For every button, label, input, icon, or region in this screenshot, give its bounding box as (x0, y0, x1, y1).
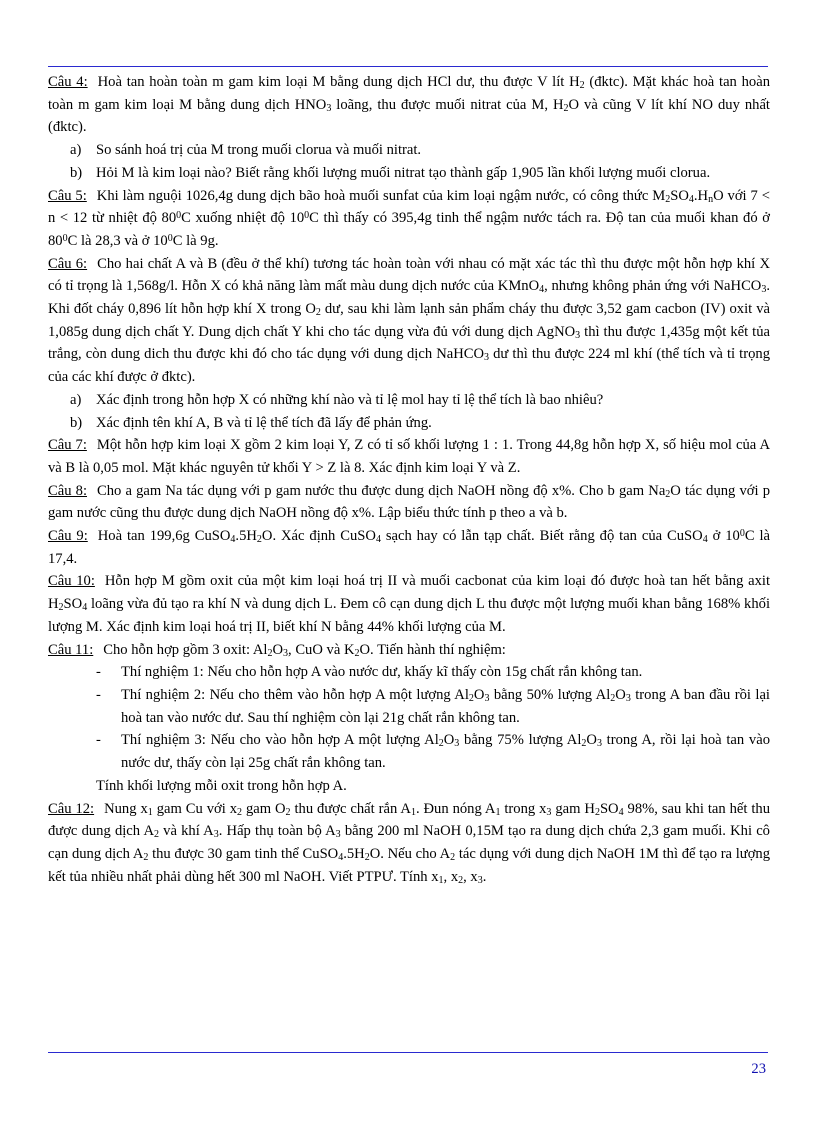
question-6-part-b: b) Xác định tên khí A, B và tỉ lệ thể tích đã lấy để phản ứng. (70, 414, 432, 431)
question-6: Câu 6: Cho hai chất A và B (đều ở thể khí) tương tác hoàn toàn với nhau có mặt xác tác thì thu được một hỗn hợp khí X có tỉ trọng là 1,568g/l. Hỗn X có khả năng làm mất màu dung dịch nước của KMnO$_4$, nhưng không phản ứng với NaHCO$_3$. Khi đốt cháy 0,896 lít hỗn hợp khí X trong $O_2$ dư, sau khi làm lạnh sản phẩm cháy thu được 3,52 gam cacbon (IV) oxit và 1,085g dung dịch chất Y. Dung dịch chất Y khi cho tác dụng vừa đủ với dung dịch AgNO$_3$ thì thu được 1,435g một kết tủa trắng, còn dung dich thu được khi đó cho tác dụng với dung dịch NaHCO$_3$ dư thì thu được 224 ml khí (thể tích và tỉ trọng của các khí được ở đktc). (48, 255, 771, 386)
question-11: Câu 11: Cho hỗn hợp gồm 3 oxit: $Al_2O_3$, CuO và $K_2O$. Tiến hành thí nghiệm: (48, 641, 506, 659)
question-label: Câu 4: (48, 74, 88, 90)
question-7: Câu 7: Một hỗn hợp kim loại X gồm 2 kim loại Y, Z có tỉ số khối lượng 1 : 1. Trong 44,8g hỗn hợp X, số hiệu mol của A và B là 0,05 mol. Mặt khác nguyên tử khối Y > Z là 8. Xác định kim loại Y và Z. (48, 437, 770, 476)
page-number: 23 (751, 1061, 766, 1077)
page-content (48, 71, 770, 888)
question-4-part-b: b) Hỏi M là kim loại nào? Biết rằng khối lượng muối nitrat tạo thành gấp 1,905 lần khối lượng muối clorua. (70, 164, 711, 181)
question-4: Câu 4: Hoà tan hoàn toàn m gam kim loại M bằng dung dịch HCl dư, thu được V lít $H_2$ (đktc). Mặt khác hoà tan hoàn toàn m gam kim loại M bằng dung dịch $HNO_3$ loãng, thu được muối nitrat của M, $H_2O$ và cũng V lít khí NO duy nhất (đktc). (48, 74, 770, 136)
question-label: Câu 12: (48, 800, 95, 817)
experiment-2: - Thí nghiệm 2: Nếu cho thêm vào hỗn hợp A một lượng $Al_2O_3$ bằng 50% lượng $Al_2O_3$ trong A ban đầu rồi lại hoà tan vào nước dư. Sau thí nghiệm còn lại 21g chất rắn không tan. (96, 686, 770, 726)
question-12: Câu 12: Nung $x_1$ gam Cu với $x_2$ gam $O_2$ thu được chất rắn $A_1$. Đun nóng $A_1$ trong $x_3$ gam $H_2SO_4$ 98%, sau khi tan hết thu được dung dịch $A_2$ và khí $A_3$. Hấp thụ toàn bộ $A_3$ bằng 200 ml NaOH 0,15M tạo ra dung dịch chứa 2,3 gam muối. Khi cô cạn dung dịch $A_2$ thu được 30 gam tinh thể $CuSO_4.5H_2O$. Nếu cho $A_2$ tác dụng với dung dịch NaOH 1M thì để tạo ra lượng kết tủa nhiều nhất phải dùng hết 300 ml NaOH. Viết PTPƯ. Tính $x_1$, $x_2$, $x_3$. (48, 800, 770, 886)
question-label: Câu 6: (48, 255, 88, 272)
question-label: Câu 8: (48, 482, 88, 499)
question-label: Câu 11: (48, 641, 94, 658)
question-label: Câu 7: (48, 437, 87, 454)
question-9: Câu 9: Hoà tan 199,6g $CuSO_4.5H_2O$. Xác định CuSO$_4$ sạch hay có lẫn tạp chất. Biết rằng độ tan của CuSO$_4$ ở $10^0C$ là 17,4. (48, 528, 770, 567)
question-5: Câu 5: Khi làm nguội 1026,4g dung dịch bão hoà muối sunfat của kim loại ngậm nước, có công thức $M_2SO_4.H_nO$ với 7 < n < 12 từ nhiệt độ $80^0C$ xuống nhiệt độ $10^0C$ thì thấy có 395,4g tinh thể ngậm nước tách ra. Độ tan của muối khan đó ở $80^0C$ là 28,3 và ở $10^0C$ là 9g. (48, 187, 770, 249)
question-11-final: Tính khối lượng mỗi oxit trong hỗn hợp A. (96, 777, 347, 794)
question-label: Câu 10: (48, 573, 95, 590)
header-rule (48, 66, 768, 67)
question-label: Câu 9: (48, 528, 88, 545)
experiment-3: - Thí nghiệm 3: Nếu cho vào hỗn hợp A một lượng $Al_2O_3$ bằng 75% lượng $Al_2O_3$ trong A, rồi lại hoà tan vào nước dư, thấy còn lại 25g chất rắn không tan. (96, 732, 770, 772)
question-10: Câu 10: Hỗn hợp M gồm oxit của một kim loại hoá trị II và muối cacbonat của kim loại đó được hoà tan hết bằng axit $H_2SO_4$ loãng vừa đủ tạo ra khí N và dung dịch L. Đem cô cạn dung dịch L thu được một lượng muối khan bằng 168% khối lượng M. Xác định kim loại hoá trị II, biết khí N bằng 44% khối lượng của M. (48, 573, 771, 635)
question-8: Câu 8: Cho a gam Na tác dụng với p gam nước thu được dung dịch NaOH nồng độ x%. Cho b gam $Na_2O$ tác dụng với p gam nước cũng thu được dung dịch NaOH nồng độ x%. Lập biểu thức tính p theo a và b. (48, 482, 770, 522)
question-6-part-a: a) Xác định trong hỗn hợp X có những khí nào và tỉ lệ mol hay tỉ lệ thể tích là bao nhiêu? (70, 391, 604, 408)
footer-rule (48, 1052, 768, 1053)
question-label: Câu 5: (48, 187, 87, 204)
experiment-1: - Thí nghiệm 1: Nếu cho hỗn hợp A vào nước dư, khấy kĩ thấy còn 15g chất rắn không tan. (96, 664, 643, 681)
question-4-part-a: a) So sánh hoá trị của M trong muối clorua và muối nitrat. (70, 142, 422, 159)
